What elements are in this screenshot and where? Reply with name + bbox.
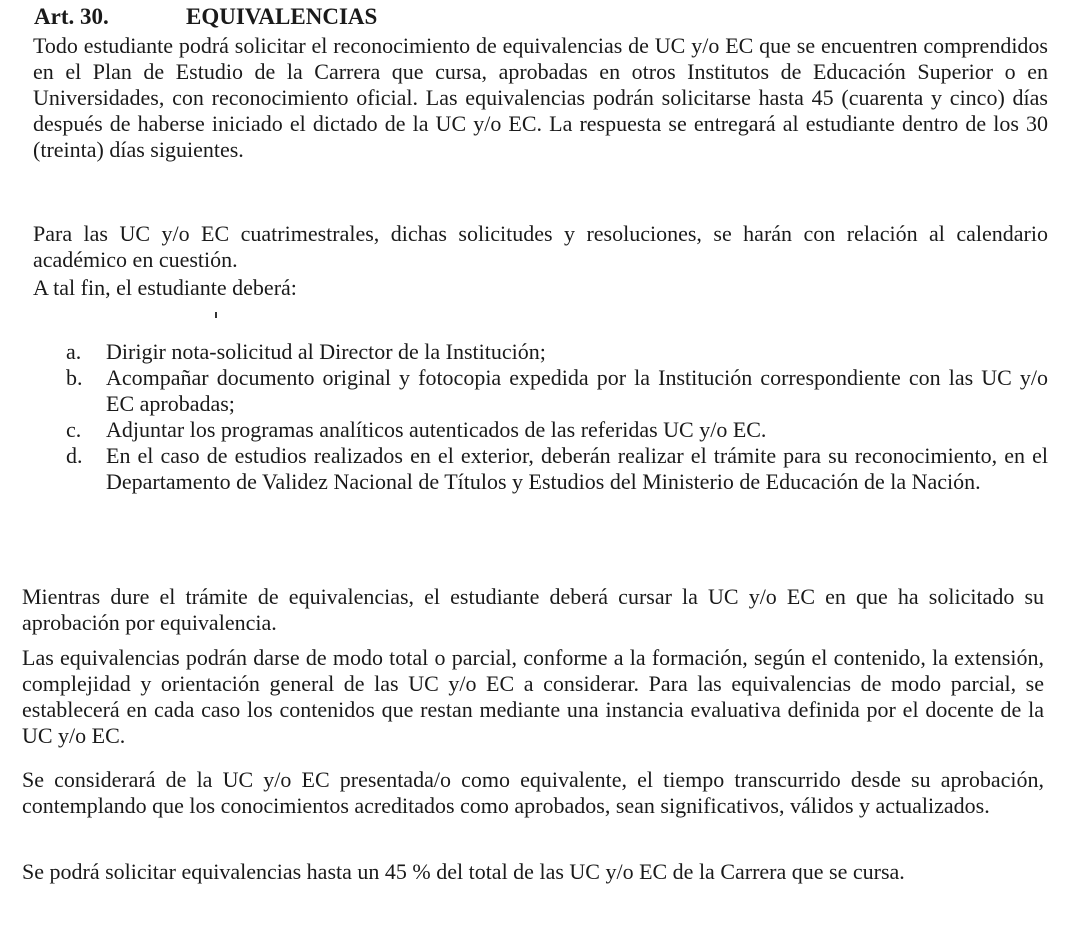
article-heading — [34, 3, 377, 31]
list-marker: b. — [66, 365, 83, 390]
paragraph-four-month-courses: Para las UC y/o EC cuatrimestrales, dichas solicitudes y resoluciones, se harán con relación al calendario académico en cuestión. — [33, 221, 1048, 272]
list-item-text: Acompañar documento original y fotocopia expedida por la Institución correspondiente con las UC y/o EC aprobadas; — [106, 365, 1048, 416]
list-item-text: En el caso de estudios realizados en el exterior, deberán realizar el trámite para su reconocimiento, en el Departamento de Validez Nacional de Títulos y Estudios del Ministerio de Educación de la Nación. — [106, 443, 1048, 494]
paragraph-equivalence-request: Todo estudiante podrá solicitar el reconocimiento de equivalencias de UC y/o EC que se encuentren comprendidos en el Plan de Estudio de la Carrera que cursa, aprobadas en otros Institutos de Educación Superior o en Universidades, con reconocimiento oficial. Las equivalencias podrán solicitarse hasta 45 (cuarenta y cinco) días después de haberse iniciado el dictado de la UC y/o EC. La respuesta se entregará al estudiante dentro de los 30 (treinta) días siguientes. — [33, 33, 1048, 162]
paragraph-percentage-limit: Se podrá solicitar equivalencias hasta un 45 % del total de las UC y/o EC de la Carrera que se cursa. — [22, 859, 905, 884]
list-item — [66, 365, 1048, 417]
paragraph-requirements-intro: A tal fin, el estudiante deberá: — [33, 275, 297, 300]
list-marker: a. — [66, 339, 82, 364]
paragraph-total-partial: Las equivalencias podrán darse de modo total o parcial, conforme a la formación, según el contenido, la extensión, complejidad y orientación general de las UC y/o EC a considerar. Para las equivalencias de modo parcial, se establecerá en cada caso los contenidos que restan mediante una instancia evaluativa definida por el docente de la UC y/o EC. — [22, 645, 1044, 748]
paragraph-pending-process: Mientras dure el trámite de equivalencias, el estudiante deberá cursar la UC y/o EC en que ha solicitado su aprobación por equivalencia. — [22, 584, 1044, 635]
article-title: EQUIVALENCIAS — [186, 4, 378, 29]
list-item-text: Dirigir nota-solicitud al Director de la Institución; — [106, 339, 546, 364]
list-item — [66, 443, 1048, 495]
list-marker: c. — [66, 417, 82, 442]
requirements-list — [66, 339, 1048, 495]
list-item — [66, 339, 1048, 365]
scan-mark — [215, 312, 217, 318]
paragraph-elapsed-time: Se considerará de la UC y/o EC presentada/o como equivalente, el tiempo transcurrido desde su aprobación, contemplando que los conocimientos acreditados como aprobados, sean significativos, válidos y actualizados. — [22, 767, 1044, 818]
list-item-text: Adjuntar los programas analíticos autenticados de las referidas UC y/o EC. — [106, 417, 767, 442]
article-number: Art. 30. — [34, 4, 109, 29]
list-marker: d. — [66, 443, 83, 468]
list-item — [66, 417, 1048, 443]
